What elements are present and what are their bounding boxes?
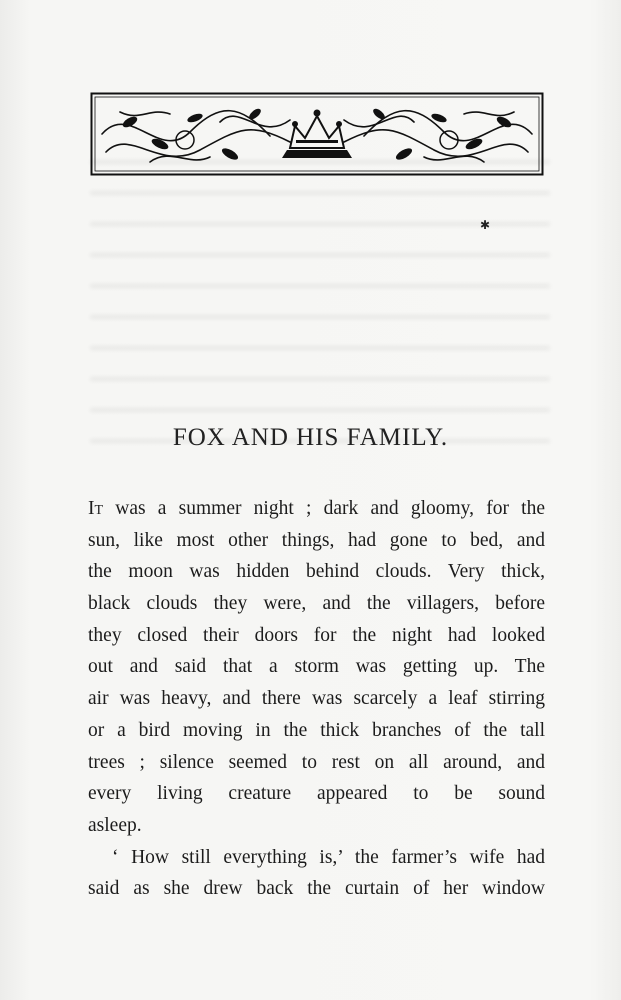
asterisk-mark: ✱ xyxy=(480,218,491,232)
text-line-2: sun, like most other things, had gone to bed, and xyxy=(88,529,545,551)
text-line-11: asleep. xyxy=(88,814,142,836)
text-line-12: ‘ How still everything is,’ the farmer’s wife had xyxy=(112,846,545,868)
floral-crown-headpiece-icon xyxy=(90,92,544,176)
text-line-3: the moon was hidden behind clouds. Very thick, xyxy=(88,561,545,583)
drop-word: It xyxy=(88,498,104,519)
text-line-13: said as she drew back the curtain of her window xyxy=(88,878,545,900)
chapter-text xyxy=(88,493,545,905)
text-line-10: every living creature appeared to be sound xyxy=(88,783,545,805)
text-line-7: air was heavy, and there was scarcely a leaf stirring xyxy=(88,688,545,710)
text-line-1 xyxy=(88,493,545,525)
text-line-5: they closed their doors for the night had looked xyxy=(88,624,545,646)
chapter-title: FOX AND HIS FAMILY. xyxy=(172,424,449,451)
text-line-8: or a bird moving in the thick branches of the tall xyxy=(88,719,545,741)
text-line-1-rest: was a summer night ; dark and gloomy, for the xyxy=(103,498,545,519)
text-line-9: trees ; silence seemed to rest on all around, and xyxy=(88,751,545,773)
text-line-4: black clouds they were, and the villagers, before xyxy=(88,593,545,615)
text-line-6: out and said that a storm was getting up. The xyxy=(88,656,545,678)
